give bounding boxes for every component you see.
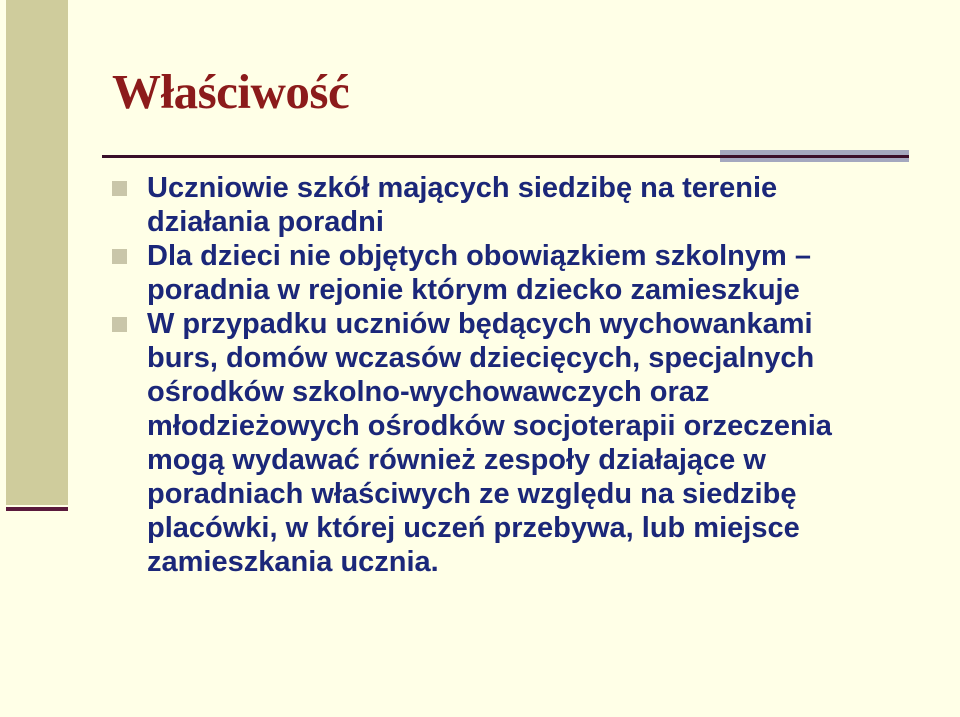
bullet-item-1 bbox=[112, 171, 912, 239]
square-bullet-icon bbox=[112, 317, 127, 332]
bullet-line: mogą wydawać również zespoły działające w bbox=[147, 444, 766, 476]
bullet-line: placówki, w której uczeń przebywa, lub miejsce bbox=[147, 512, 800, 544]
bullet-line: Dla dzieci nie objętych obowiązkiem szkolnym – bbox=[147, 240, 811, 272]
bullet-line: burs, domów wczasów dziecięcych, specjalnych bbox=[147, 342, 815, 374]
left-decorative-bar bbox=[6, 0, 68, 505]
bullet-item-2 bbox=[112, 239, 912, 307]
title-rule bbox=[102, 155, 909, 158]
bullet-list bbox=[112, 171, 912, 579]
square-bullet-icon bbox=[112, 249, 127, 264]
bullet-line: W przypadku uczniów będących wychowankami bbox=[147, 308, 813, 340]
bullet-line: poradnia w rejonie którym dziecko zamieszkuje bbox=[147, 274, 800, 306]
left-bar-accent-line bbox=[6, 507, 68, 511]
slide-title: Właściwość bbox=[112, 64, 350, 119]
bullet-item-3 bbox=[112, 307, 912, 579]
bullet-line: Uczniowie szkół mających siedzibę na terenie bbox=[147, 172, 778, 204]
bullet-line: ośrodków szkolno-wychowawczych oraz bbox=[147, 376, 710, 408]
bullet-line: działania poradni bbox=[147, 206, 384, 238]
bullet-line: zamieszkania ucznia. bbox=[147, 546, 439, 578]
bullet-line: młodzieżowych ośrodków socjoterapii orzeczenia bbox=[147, 410, 832, 442]
bullet-line: poradniach właściwych ze względu na siedzibę bbox=[147, 478, 797, 510]
square-bullet-icon bbox=[112, 181, 127, 196]
